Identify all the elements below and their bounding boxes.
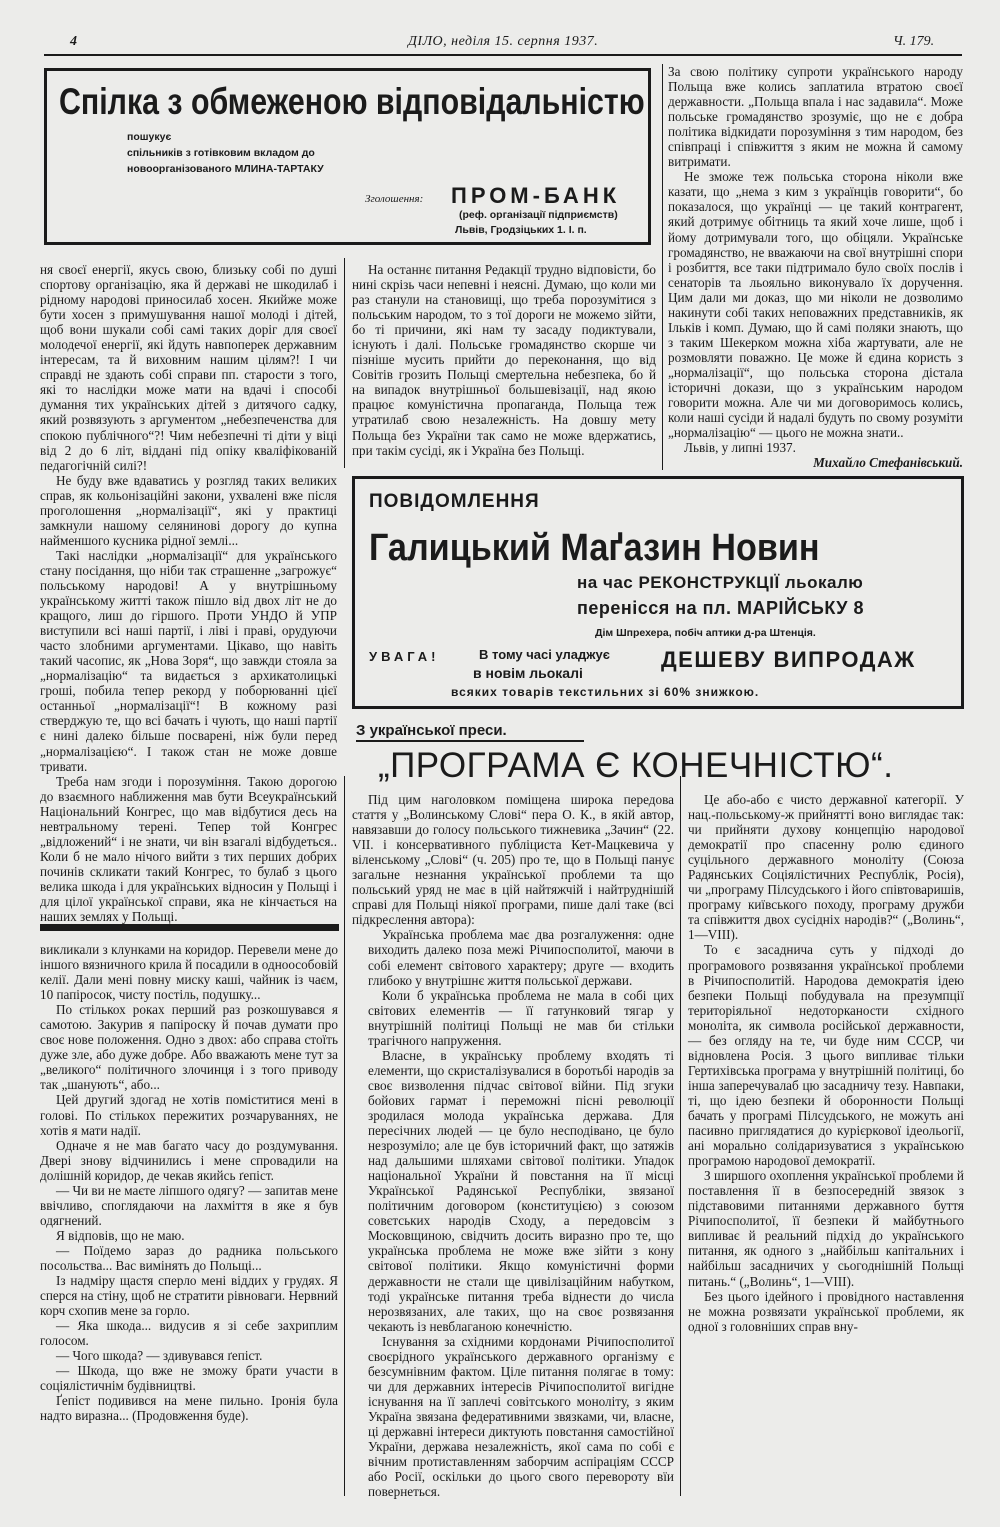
section-label-underline: [356, 740, 584, 742]
paragraph: На останнє питання Редакції трудно відповісти, бо нині скрізь часи непевні і неясні. Думаю, що коли ми раз станули на становищі, що треба порозумітися з польським народом, то з тої дороги не можемо зійти, бо ті причини, які нам ту засаду подиктували, існують і далі. Польське громадянство скорше чи пізніше мусить прийти до переконання, що від Совітів грозить Польщі смертельна небезпека, бо й на випадок внутрішньої большевізації, над якою працює комуністична пропаганда, Польща теж утратилаб свою незалежність. На довшу мету Польща без України так само не може вдержатись, при такім сусіді, як і Україна без Польщі.: [352, 262, 656, 458]
article-top-right: [668, 64, 963, 470]
paragraph: Не буду вже вдаватись у розгляд таких великих справ, як кольонізаційні закони, ухвалені вже після проголошення „нормалізації“, які у практиці замкнули нашому селянинові дорогу до купна найменшого кусника рідної землі...: [40, 472, 337, 548]
paragraph: Із надміру щастя сперло мені віддих у грудях. Я сперся на стіну, щоб не стратити рівноваги. Нервний корч схопив мене за горло.: [40, 1273, 338, 1319]
ad-spilka-line1: пошукує: [127, 131, 172, 143]
paragraph: З ширшого охоплення української проблеми й поставлення її в безпосередній звязок з підставовими питаннями державного буття Річипосполитої, її безпеки й майбутнього випливає й реальний підхід до українського питання, як одного з „найбільш капітальних і найбільш засадничих у сьогоднішній Польщі питань.“ („Волинь“, 1—VIII).: [688, 1168, 964, 1289]
ad-line-arranges: В тому часі уладжує: [479, 647, 610, 662]
header-rule: [44, 54, 962, 56]
column-rule: [344, 258, 345, 468]
ad-galytskyi: [352, 476, 964, 709]
signature: Михайло Стефанівський.: [813, 455, 963, 471]
paragraph: Не зможе теж польська сторона ніколи вже казати, що „нема з ким з українців говорити“, бо показалося, що українці — це такий контрагент, який дотримує обітниць та який хоче лише, щоб і йому дотримували того, що обіцяли. Українське громадянство, не вважаючи на свої внутрішні спори і розбиття, все таки підтримало було своїх послів і сенаторів та льояльно виконувало їх доручення. Цим дали ми доказ, що ми ніколи не дозволимо накинути собі таких неповажних представників, як Ільків і комп. Думаю, що й самі поляки знають, що з таким Шекерком можна хіба жартувати, але не розмовляти поважно. Це може й єдина користь з „нормалізації“, що польська сторона дістала історичні докази, що з українським народом говорити можна. Але чи ми договоримось колись, коли наші сусіди й надалі будуть по свому розуміти „нормалізацію“ — цього не можна знати..: [668, 169, 963, 441]
ad-spilka-bank-addr: Львів, Гродзіцьких 1. І. п.: [455, 224, 587, 236]
section-divider: [40, 924, 339, 931]
paragraph: Такі наслідки „нормалізації“ для українського стану посідання, що ніби так страшенне „загрожує“ польському народові! А у внутрішньому українському житті також пішло від двох літ не до кращого, лиш до гіршого. Проти УНДО й УПР виступили всі наші партії, і ліві і праві, орудуючи часто злобними аргументами. Цікаво, що навіть такий часопис, як „Нова Зоря“, що завжди стояла за „нормалізацію“ та видається з архикатолицькі гроші, побила тепер рекорд у поборюванні цієї останньої „нормалізації“! В кожному разі стверджую те, що всі бачать і чують, що наші партії є нині далеко більше посварені, ніж були перед „нормалізацією“. І також стан не може довше тривати.: [40, 547, 337, 774]
article-top-middle: [352, 262, 656, 458]
quote-paragraph: Власне, в українську проблему входять ті елементи, що скристалізувалися в боротьбі народів за своє визволення підчас світової війни. Під згуки бойових гармат і переможні пісні революції зродилася молода українська держава. Для пересічних людей — це було несподівано, це було незрозуміло; але це був історичний факт, що затяжів над дальшими шляхами світової політики. Упадок національної України й повстання на її місці Української Радянської Республіки, звязаної політичним договором (конституцією) з союзом совєтських народів Сходу, а передовсім з Московщиною, свідчить досить виразно про те, що українська проблема не може вже зійти з кону світової політики. Якщо комуністичні форми державности не стали ще цивілізаційним набутком, тоді українське питання треба віднести до числа нерозвязаних, але таких, що на своє розвязання чекають із невблаганою конечністю.: [368, 1047, 674, 1334]
article-bottom-right: [688, 792, 964, 1334]
paragraph: — Чи ви не маєте ліпшого одягу? — запитав мене ввічливо, споглядаючи на лахміття в яке я був одягнений.: [40, 1182, 338, 1228]
paragraph: По стількох роках перший раз розкошувався я самотою. Закурив я папіроску й почав думати про своє нове положення. Одно з двох: або справа стоїть дуже зле, або дуже добре. Або вважають мене тут за „великого“ політичного злочинця і з того приводу так „шанують“, або...: [40, 1002, 338, 1093]
paragraph: Львів, у липні 1937.: [684, 440, 796, 456]
paragraph: Одначе я не мав багато часу до роздумування. Двері знову відчинились і мене спровадили на долішній коридор, де чекав якийсь ґепіст.: [40, 1137, 338, 1183]
ad-line-moved: перенісся на пл. МАРІЙСЬКУ 8: [577, 598, 864, 618]
ad-line-reconstruction: на час РЕКОНСТРУКЦІЇ льокалю: [577, 573, 864, 592]
column-rule: [662, 64, 663, 470]
ad-spilka-line2: спільників з готівковим вкладом до: [127, 147, 315, 159]
quote-paragraph: Українська проблема має два розгалуження: одне виходить далеко поза межі Річипосполитої, маючи в собі елемент світового характеру; друге — входить глибоко у внутрішнє життя польської держави.: [368, 927, 674, 988]
article-bottom-middle: [352, 792, 674, 1499]
paragraph: — Поїдемо зараз до радника польського посольства... Вас вимінять до Польщі...: [40, 1242, 338, 1273]
ad-spilka-bank: ПРОМ-БАНК: [451, 183, 621, 208]
paragraph: ня своєї енергії, якусь свою, близьку собі по душі спортову організацію, яка й державі не шкодилаб і рідному народові приносилаб хосен. Якийже може бути хосен з примушування нашої молоді і дітей, щоб вони шукали собі самі таких доріг для своєї молодечої енергії, які йдуть навпоперек державним інтересам, та й виховним нашим цілям?! І чи справді не здають собі справи пп. старости з того, які то наслідки може мати на вдачі і способі думання тих українських дітей з дитячого садку, який розвязують з аргументом „небезпеченства для спокою публічного“?! Чим небезпечні ті діти у віці від 2 до 6 літ, віддані під опіку кваліфікованій педагогічній силі?!: [40, 262, 337, 473]
column-rule: [680, 776, 681, 1496]
paragraph: То є засаднича суть у підході до програмового розвязання української проблеми в Річипосполитій. Народова демократія ідею безпеки Польщі побудувала на презумпції територіяльної недоторканости східного моноліта, як символа російської державности, — без огляду на те, чи буде ним СССР, чи відновлена Росія. З цього випливає тільки Гертихівська програма у внутрішній політиці, бо інша заперечувалаб цю засадничу тезу. Навпаки, ті, що ідею безпеки й оборонности Польщі бачать у програмі Пілсудського, не можуть ані пасивно приглядатися до курієркової ідеольогії, ані морально солідаризуватися з українською програмою народової демократії.: [688, 942, 964, 1169]
ad-line-new-premises: в новім льокалі: [473, 665, 583, 681]
quote-paragraph: Існування за східними кордонами Річипосполитої своєрідного українського державного організму є безсумнівним фактом. Ціле питання полягає в тому: чи для державних інтересів Річипосполитої вигідне існування на її заплечі совітського моноліту, з яким Україна звязана федеративними звязками, чи, власне, ці державні інтереси диктують повстання самостійної України, держава незалежність, якої сама по собі є вічним протиставленням заборчим аспіраціям СССР або Росії, оскільки до цього свого перевороту вїи повернеться.: [368, 1333, 674, 1500]
column-rule: [344, 776, 345, 1496]
paragraph: Треба нам згоди і порозуміння. Такою дорогою до взаємного наближення мав бути Всеукраїнський Національний Конгрес, що мав відбутися десь на невтральному терені. Тепер той Конгрес „відложений“ і не знати, чи він взагалі відбудеться.. Коли б не мало нічого вийти з тих перших добрих починів скликати такий Конгрес, то булаб з цього велика шкода і для українських відносин у Польщі і для цілої української справи, яка не кінчається на наших землях у Польщі.: [40, 773, 337, 925]
ad-spilka: [44, 68, 651, 245]
ad-attention: УВАГА!: [369, 649, 440, 664]
paragraph: Під цим наголовком поміщена широка передова стаття у „Волинському Слові“ пера О. К., в якій автор, навязавши до голосу польського тижневика „Зачин“ (22. VII. і консервативного публіциста Кет-Мацкевича у віленському „Слові“ (ч. 205) про те, що в Польщі панує загальне незнання української проблеми та що польський уряд не має в цій найтяжчій і найтруднішій справі для Польщі ніякої програми, пише далі таке (всі підкреслення автора):: [352, 792, 674, 928]
issue-number: Ч. 179.: [893, 34, 935, 49]
ad-spilka-title: Спілка з обмеженою відповідальністю: [59, 81, 645, 122]
paragraph: Ґепіст подивився на мене пильно. Іронія була надто виразна... (Продовження буде).: [40, 1393, 338, 1424]
paragraph: викликали з клунками на коридор. Перевели мене до іншого вязничного крила й посадили в одноособовій келії. Дали мені повну миску каші, чайник із чаєм, 10 папіросок, чисту постіль, подушку...: [40, 942, 338, 1003]
quote-paragraph: Коли б українська проблема не мала в собі цих світових елементів — її гатунковий тягар у внутрішній політиці Польщі не мав би стільки трагічного напруження.: [368, 987, 674, 1048]
paragraph: Я відповів, що не маю.: [56, 1227, 185, 1243]
ad-line-address: Дім Шпрехера, побіч аптики д-ра Штенція.: [595, 627, 816, 639]
masthead: ДІЛО, неділя 15. серпня 1937.: [408, 34, 599, 49]
article-bottom-left: [40, 942, 338, 1424]
paragraph: — Яка шкода... видусив я зі себе захриплим голосом.: [40, 1318, 338, 1349]
ad-spilka-bank-sub: (реф. організації підприємств): [459, 209, 618, 221]
paragraph: Без цього ідейного і провідного наставлення не можна розвязати української проблеми, як одної з головніших справ вну-: [688, 1288, 964, 1334]
page-number: 4: [70, 34, 77, 49]
ad-sale: ДЕШЕВУ ВИПРОДАЖ: [661, 647, 916, 672]
paragraph: — Шкода, що вже не зможу брати участи в соціялістичнім будівництві.: [40, 1363, 338, 1394]
ad-announce: ПОВІДОМЛЕННЯ: [369, 491, 540, 512]
article-top-left: [40, 262, 337, 924]
ad-store-name: Галицький Маґазин Новин: [369, 527, 820, 569]
ad-spilka-contact-label: Зголошення:: [365, 193, 424, 205]
ad-spilka-line3: новоорганізованого МЛИНА-ТАРТАКУ: [127, 163, 324, 175]
paragraph: За свою політику супроти українського народу Польща вже колись заплатила втратою своєї державности. „Польща впала і нас задавила“. Може польське громадянство зрозуміє, що не є добра політика відкидати порозуміння з тим народом, без співпраці і співжиття з яким не можна й самому витримати.: [668, 64, 963, 170]
section-label: З української преси.: [356, 722, 507, 739]
headline: „ПРОГРАМА Є КОНЕЧНІСТЮ“.: [378, 746, 894, 785]
ad-line-discount: всяких товарів текстильних зі 60% знижкою.: [451, 685, 760, 699]
paragraph: Це або-або є чисто державної категорії. У нац.-польському-ж прийнятті воно виглядає так: чи прийняти духову концепцію народової демократії про спасенну ролю єдиного суцільного державного моноліту (Союза Радянських Соціялістичних Республік, Росія), чи „програму Пілсудського і його співтоваришів, програму київського походу, програму дружби та співжиття двох сусідніх народів?“ („Волинь“, 1—VIII).: [688, 792, 964, 943]
paragraph: Цей другий здогад не хотів поміститися мені в голові. По стількох пережитих розчаруваннях, не хотів я мати надії.: [40, 1092, 338, 1138]
paragraph: — Чого шкода? — здивувався ґепіст.: [56, 1348, 263, 1364]
